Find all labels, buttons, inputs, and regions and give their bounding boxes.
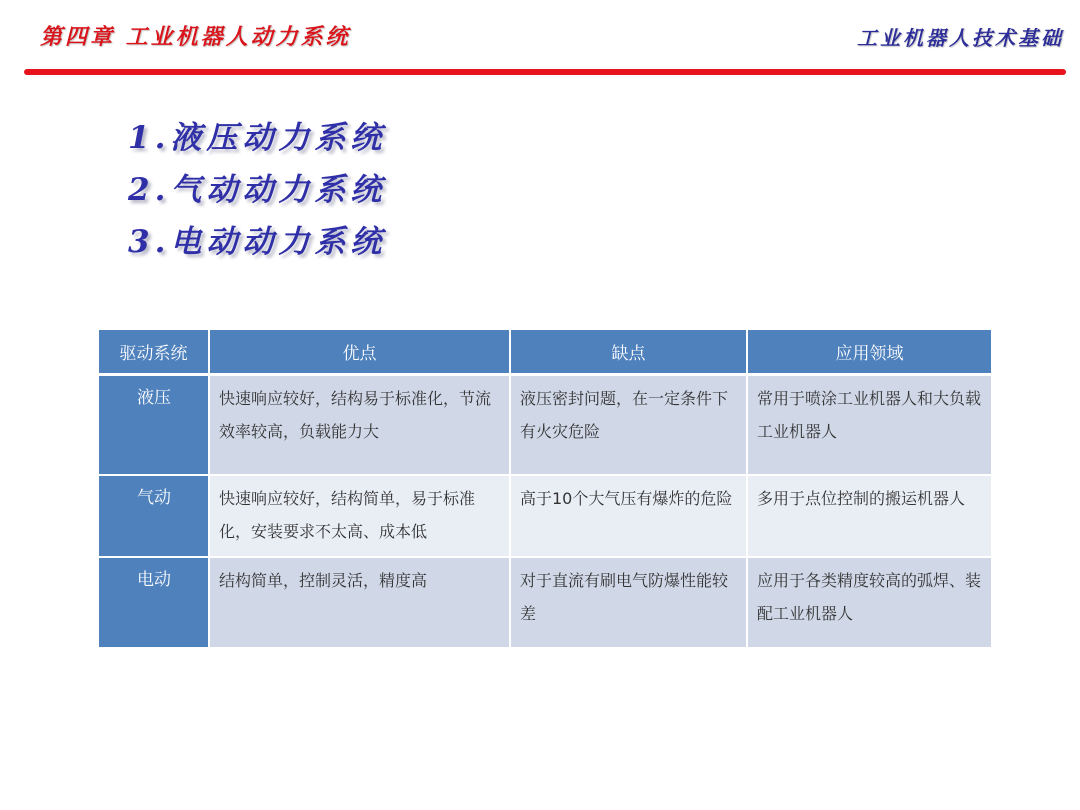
table-row xyxy=(98,557,992,648)
disadvantages-cell: 液压密封问题，在一定条件下有火灾危险 xyxy=(510,375,747,475)
table-header-row xyxy=(98,329,992,375)
column-header-disadvantages: 缺点 xyxy=(510,329,747,375)
disadvantages-cell: 对于直流有刷电气防爆性能较差 xyxy=(510,557,747,648)
advantages-cell: 快速响应较好，结构易于标准化，节流效率较高，负载能力大 xyxy=(209,375,510,475)
applications-cell: 多用于点位控制的搬运机器人 xyxy=(747,475,992,557)
topic-item-electric: 3.电动动力系统 xyxy=(128,224,387,260)
chapter-title: 第四章 工业机器人动力系统 xyxy=(40,24,351,50)
table-row xyxy=(98,475,992,557)
topic-item-hydraulic: 1.液压动力系统 xyxy=(128,120,387,156)
drive-system-comparison-table xyxy=(97,328,993,649)
course-title: 工业机器人技术基础 xyxy=(857,26,1064,50)
row-header: 液压 xyxy=(98,375,209,475)
applications-cell: 应用于各类精度较高的弧焊、装配工业机器人 xyxy=(747,557,992,648)
disadvantages-cell: 高于10个大气压有爆炸的危险 xyxy=(510,475,747,557)
table-row xyxy=(98,375,992,475)
header-divider xyxy=(24,69,1066,75)
advantages-cell: 快速响应较好，结构简单，易于标准化，安装要求不太高、成本低 xyxy=(209,475,510,557)
topic-item-pneumatic: 2.气动动力系统 xyxy=(128,172,387,208)
column-header-applications: 应用领域 xyxy=(747,329,992,375)
row-header: 电动 xyxy=(98,557,209,648)
row-header: 气动 xyxy=(98,475,209,557)
column-header-advantages: 优点 xyxy=(209,329,510,375)
column-header-drive-system: 驱动系统 xyxy=(98,329,209,375)
applications-cell: 常用于喷涂工业机器人和大负载工业机器人 xyxy=(747,375,992,475)
advantages-cell: 结构简单，控制灵活，精度高 xyxy=(209,557,510,648)
topic-list xyxy=(128,112,386,268)
